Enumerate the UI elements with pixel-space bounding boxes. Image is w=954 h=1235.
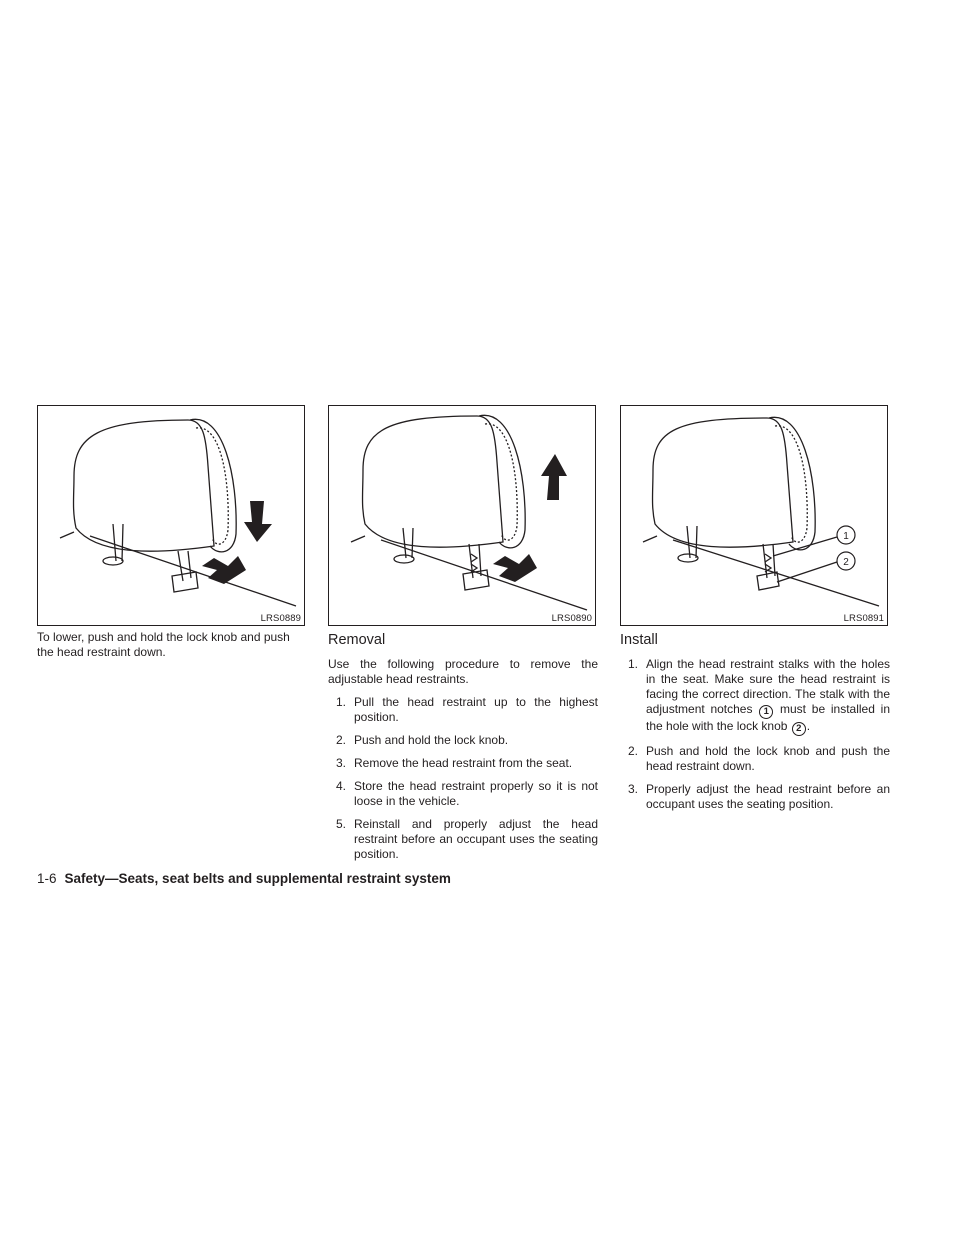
- figure-install: [620, 405, 888, 626]
- list-item: 2. Push and hold the lock knob and push the head restraint down.: [628, 744, 890, 773]
- removal-heading: Removal: [328, 632, 386, 648]
- push-arrow-icon: [202, 556, 246, 584]
- callout-1-marker: 1: [759, 705, 773, 719]
- callout-2-marker: 2: [792, 722, 806, 736]
- head-restraint-illustration: [38, 406, 304, 625]
- push-arrow-icon: [493, 554, 537, 582]
- list-item: 1. Align the head restraint stalks with the holes in the seat. Make sure the head restraint is facing the correct direction. The stalk with the adjustment notches 1 must be installed in the hole with the lock knob 2 .: [628, 657, 890, 734]
- head-restraint-illustration: [621, 406, 889, 625]
- list-item: 1. Pull the head restraint up to the highest position.: [336, 695, 598, 724]
- lower-instructions: [37, 630, 307, 660]
- page-number: 1-6: [37, 871, 57, 886]
- list-item: 5. Reinstall and properly adjust the head restraint before an occupant uses the seating position.: [336, 817, 598, 861]
- figure-removal: [328, 405, 596, 626]
- head-restraint-illustration: [329, 406, 595, 625]
- install-heading: Install: [620, 632, 658, 648]
- install-section: [620, 630, 890, 820]
- lower-paragraph: To lower, push and hold the lock knob and push the head restraint down.: [37, 630, 290, 659]
- page-footer: [37, 871, 451, 886]
- list-item: 4. Store the head restraint properly so it is not loose in the vehicle.: [336, 779, 598, 808]
- callout-2: [837, 552, 855, 570]
- removal-steps: [328, 695, 598, 862]
- list-item: 3. Properly adjust the head restraint before an occupant uses the seating position.: [628, 782, 890, 811]
- callout-1-label: 1: [843, 531, 849, 542]
- list-item: 2. Push and hold the lock knob.: [336, 733, 509, 747]
- figure-lower-head-restraint: [37, 405, 305, 626]
- arrow-down-icon: [244, 501, 272, 542]
- removal-intro: Use the following procedure to remove the adjustable head restraints.: [328, 657, 598, 686]
- figure-code: LRS0891: [843, 613, 884, 624]
- arrow-up-icon: [541, 454, 567, 500]
- list-item: 3. Remove the head restraint from the seat.: [336, 756, 573, 770]
- figure-code: LRS0889: [260, 613, 301, 624]
- section-title: Safety—Seats, seat belts and supplemental restraint system: [64, 871, 451, 886]
- callout-1: [837, 526, 855, 544]
- install-steps: [620, 657, 890, 812]
- figure-code: LRS0890: [551, 613, 592, 624]
- removal-section: [328, 630, 598, 870]
- callout-2-label: 2: [843, 557, 849, 568]
